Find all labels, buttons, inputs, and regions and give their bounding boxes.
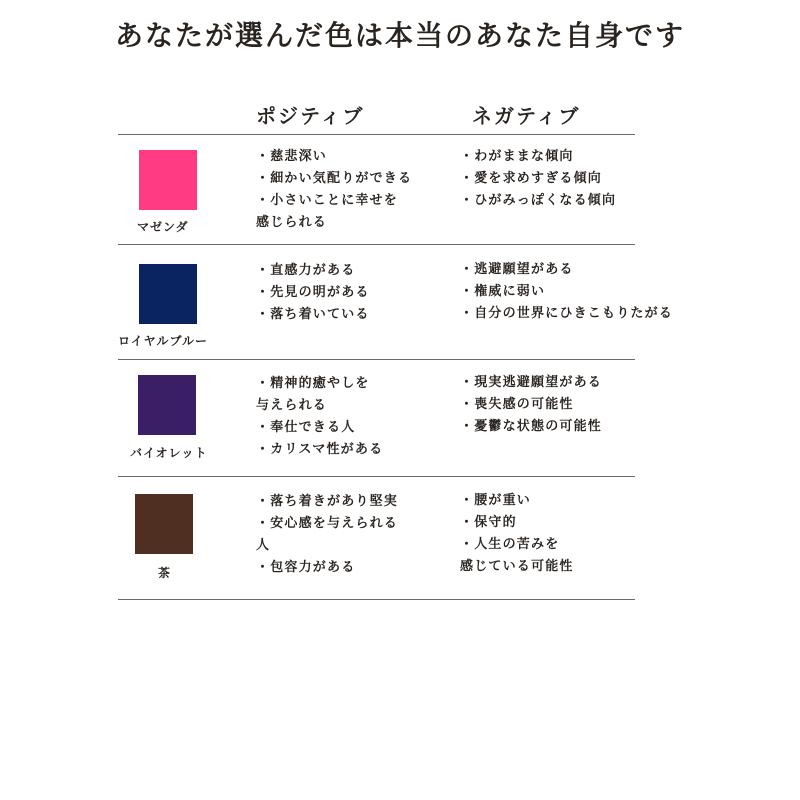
trait-item: ・憂鬱な状態の可能性 (460, 419, 603, 434)
trait-item: ・安心感を与えられる (256, 516, 399, 531)
color-row-magenta (118, 134, 718, 244)
trait-item: ・カリスマ性がある (256, 442, 384, 457)
trait-item: ・細かい気配りができる (256, 171, 413, 186)
trait-item: ・落ち着きがあり堅実 (256, 494, 399, 509)
trait-item: ・小さいことに幸せを (256, 193, 399, 208)
positive-traits-list (256, 260, 370, 326)
trait-item: 与えられる (256, 398, 328, 413)
negative-traits-list (460, 372, 602, 438)
trait-item: 人 (256, 538, 271, 553)
positive-column-header: ポジティブ (256, 104, 365, 128)
color-row-brown (118, 476, 718, 599)
trait-item: ・現実逃避願望がある (460, 375, 603, 390)
trait-item: ・包容力がある (256, 560, 356, 575)
negative-column-header: ネガティブ (472, 104, 581, 128)
color-swatch (138, 375, 196, 435)
trait-item: ・直感力がある (256, 263, 356, 278)
page-title: あなたが選んだ色は本当のあなた自身です (114, 19, 685, 52)
color-swatch (139, 150, 197, 210)
trait-item: ・ひがみっぽくなる傾向 (460, 193, 617, 208)
trait-item: ・権威に弱い (460, 284, 546, 299)
trait-item: ・愛を求めすぎる傾向 (460, 171, 603, 186)
color-name: ロイヤルブルー (118, 334, 209, 348)
color-name: バイオレット (130, 446, 208, 460)
trait-item: ・わがままな傾向 (460, 149, 574, 164)
color-name: マゼンダ (137, 220, 189, 234)
color-row-royal-blue (118, 244, 718, 359)
color-name: 茶 (158, 566, 172, 580)
divider (118, 599, 635, 600)
trait-item: ・逃避願望がある (460, 262, 574, 277)
trait-item: ・奉仕できる人 (256, 420, 356, 435)
positive-traits-list (256, 146, 412, 234)
trait-item: ・人生の苦みを (460, 537, 560, 552)
color-swatch (135, 494, 193, 554)
trait-item: ・先見の明がある (256, 285, 370, 300)
trait-item: ・自分の世界にひきこもりたがる (460, 306, 674, 321)
positive-traits-list (256, 491, 398, 579)
trait-item: ・精神的癒やしを (256, 376, 370, 391)
color-row-violet (118, 359, 718, 476)
trait-item: ・慈悲深い (256, 149, 328, 164)
trait-item: ・喪失感の可能性 (460, 397, 574, 412)
positive-traits-list (256, 373, 383, 461)
trait-item: ・落ち着いている (256, 307, 370, 322)
color-swatch (139, 264, 197, 324)
trait-item: ・保守的 (460, 515, 517, 530)
negative-traits-list (460, 490, 574, 578)
trait-item: 感じられる (256, 215, 328, 230)
negative-traits-list (460, 259, 673, 325)
trait-item: 感じている可能性 (460, 559, 574, 574)
trait-item: ・腰が重い (460, 493, 532, 508)
negative-traits-list (460, 146, 616, 212)
